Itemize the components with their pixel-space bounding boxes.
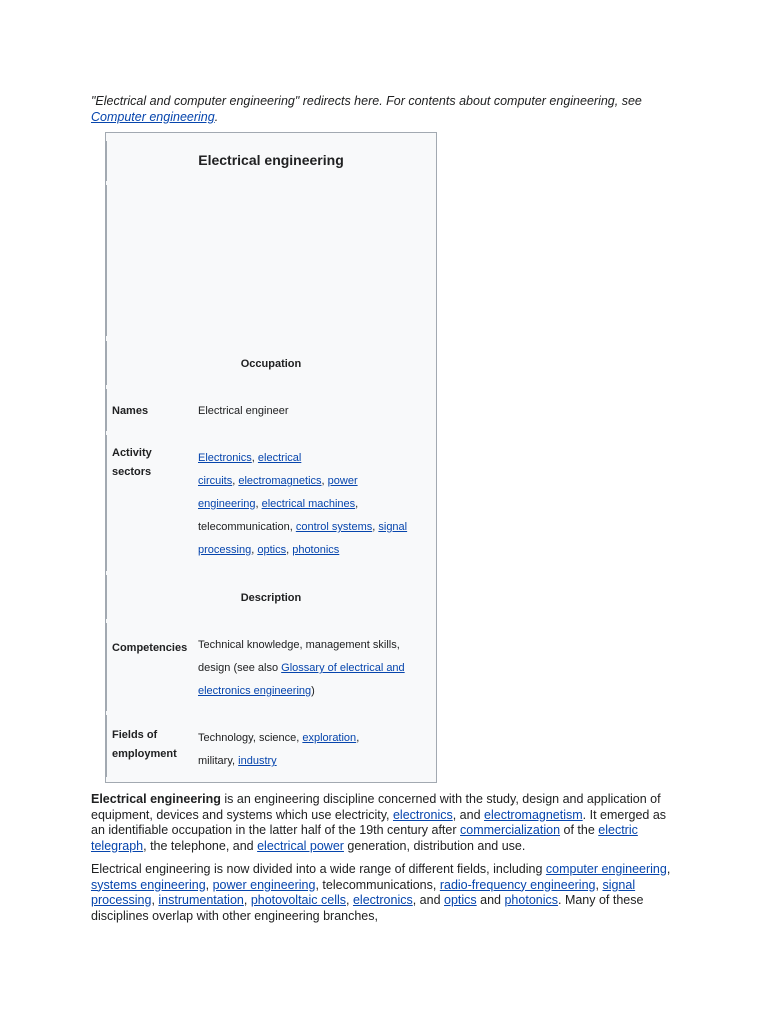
section-description: Description [240, 592, 302, 604]
computer-engineering-link[interactable]: Computer engineering [91, 110, 215, 124]
power-engineering-link-2[interactable]: engineering [198, 498, 256, 510]
hatnote: "Electrical and computer engineering" redirects here. For contents about computer engineering, see Computer engineering. [91, 94, 642, 124]
exploration-link[interactable]: exploration [302, 732, 357, 744]
electronics-link-body-2[interactable]: electronics [352, 893, 413, 907]
section-occupation: Occupation [240, 358, 302, 370]
electronics-link-body[interactable]: electronics [392, 807, 453, 822]
photonics-link-body[interactable]: photonics [504, 893, 558, 907]
infobox [105, 132, 437, 783]
competencies-label: Competencies [112, 642, 188, 654]
electrical-circuits-link-1[interactable]: electrical [257, 452, 302, 464]
signal-processing-link-1[interactable]: signal [378, 521, 408, 533]
electrical-power-link[interactable]: electrical power [257, 838, 344, 853]
power-engineering-link-body[interactable]: power engineering [212, 877, 316, 892]
radio-frequency-engineering-link[interactable]: radio-frequency engineering [439, 877, 596, 892]
electronics-link[interactable]: Electronics [198, 452, 252, 464]
glossary-link-1[interactable]: Glossary of electrical and [281, 662, 405, 674]
electrical-circuits-link-2[interactable]: circuits [198, 475, 233, 487]
systems-engineering-link[interactable]: systems engineering [91, 877, 206, 892]
photonics-link[interactable]: photonics [292, 544, 340, 556]
activity-value: Electronics, electrical circuits, electromagnetics, power engineering, electrical machines, telecommunication, control systems, signal processing, optics, photonics [198, 452, 408, 556]
optics-link[interactable]: optics [257, 544, 287, 556]
electromagnetics-link[interactable]: electromagnetics [238, 475, 322, 487]
fields-paragraph: Electrical engineering is now divided into a wide range of different fields, including computer engineering, systems engineering, power engineering, telecommunications, radio-frequency engineering, signal processing, instrumentation, photovoltaic cells, electronics, and optics and photonics. Many of these disciplines overlap with other engineering branches, [91, 862, 671, 923]
optics-link-body[interactable]: optics [444, 893, 477, 907]
activity-label: Activity sectors [112, 447, 152, 478]
infobox-title: Electrical engineering [198, 152, 344, 168]
fields-label: Fields of employment [112, 729, 177, 760]
signal-processing-link-body[interactable]: signal processing [91, 877, 636, 907]
electrical-machines-link[interactable]: electrical machines [261, 498, 356, 510]
infobox-image-row [106, 185, 436, 336]
names-label: Names [112, 405, 149, 417]
electric-telegraph-link[interactable]: electric telegraph [91, 823, 638, 853]
electromagnetism-link[interactable]: electromagnetism [484, 807, 583, 822]
computer-engineering-link-body[interactable]: computer engineering [545, 862, 667, 876]
photovoltaic-cells-link[interactable]: photovoltaic cells [250, 893, 347, 907]
control-systems-link[interactable]: control systems [295, 521, 373, 533]
glossary-link-2[interactable]: electronics engineering [198, 685, 312, 697]
industry-link[interactable]: industry [238, 755, 277, 767]
competencies-value: Technical knowledge, management skills, design (see also Glossary of electrical and electronics engineering) [198, 639, 405, 697]
fields-value: Technology, science, exploration, military, industry [198, 732, 360, 767]
commercialization-link[interactable]: commercialization [460, 823, 561, 837]
hatnote-text: "Electrical and computer engineering" redirects here. For contents about computer engineering, see [91, 94, 642, 108]
instrumentation-link[interactable]: instrumentation [158, 893, 244, 907]
intro-paragraph: Electrical engineering is an engineering discipline concerned with the study, design and application of equipment, devices and systems which use electricity, electronics, and electromagnetism. It emerged as an identifiable occupation in the latter half of the 19th century after commercialization of the electric telegraph, the telephone, and electrical power generation, distribution and use. [91, 792, 667, 853]
names-value: Electrical engineer [198, 405, 289, 417]
article-subject: Electrical engineering [91, 792, 221, 806]
signal-processing-link-2[interactable]: processing [198, 544, 252, 556]
power-engineering-link-1[interactable]: power [327, 475, 358, 487]
